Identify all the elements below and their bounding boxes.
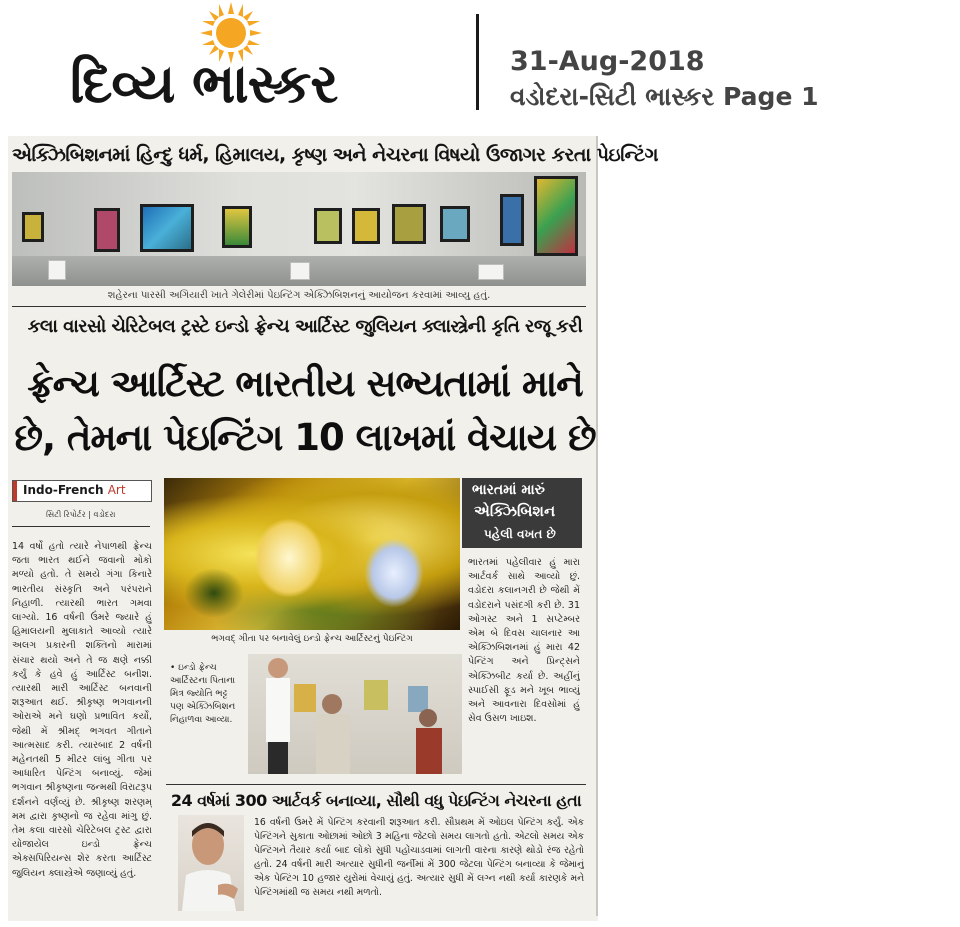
gallery-painting <box>500 194 524 246</box>
feature-body: 16 વર્ષની ઉંમરે મેં પેન્ટિંગ કરવાની શરૂઆત કરી. સૌપ્રથમ મેં ઓઇલ પેન્ટિંગ કર્યું. એક પેન્ટિંગને સુકાતા ઓછામાં ઓછો 3 મહિના જેટલો સમય લાગતો હતો. એટલો સમય એક પેન્ટિંગને તૈયાર કર્યા બાદ લોકો સુધી પહોંચાડવામાં લાગતી વારના કારણે થોડો રંજ રહેતો હતો. 24 વર્ષની મારી અત્યાર સુધીની જર્નીમાં મેં 300 જેટલા પેન્ટિંગ બનાવ્યા કે જેમાનું એક પેન્ટિંગ 10 હજાર યુરોમાં વેચાયું હતું. અત્યાર સુધી મેં લગ્ન નથી કર્યા કારણકે મને પેન્ટિંગમાંથી જ સમય નથી મળતો. <box>254 817 584 898</box>
article-title-line-2: છે, તેમના પેઇન્ટિંગ 10 લાખમાં વેચાય છે <box>14 416 596 459</box>
painting-caption: ભગવદ્ ગીતા પર બનાવેલું ઇન્ડો ફ્રેન્ચ આર્ટિસ્ટનું પેઇન્ટિંગ <box>211 634 413 644</box>
sidebar-body: ભારતમાં પહેલીવાર હું મારા આર્ટવર્ક સાથે આવ્યો છું. વડોદરા કલાનગરી છે જેથી મેં વડોદરાને પસંદગી કરી છે. 31 ઓગસ્ટ અને 1 સપ્ટેમ્બર એમ બે દિવસ ચાલનાર આ એક્ઝિબિશનમાં હું મારા 42 પેન્ટિંગ અને પ્રિન્ટ્સને એક્ઝિબીટ કર્યા છે. અહીંનું સ્પાઈસી ફૂડ મને ખૂબ ભાવ્યું અને આવનારા દિવસોમાં હું સેવ ઉસળ ખાઇશ. <box>468 557 580 725</box>
artist-portrait <box>178 815 244 911</box>
edition-date: 31-Aug-2018 <box>510 46 705 77</box>
newspaper-logo: દિવ્ય ભાસ્કર <box>70 52 338 115</box>
masthead <box>0 0 960 130</box>
gallery-plinth <box>48 260 66 280</box>
sidebar-title-3: પહેલી વખત છે <box>484 527 556 541</box>
body-left-column: 14 વર્ષો હતો ત્યારે નેપાળથી ફ્રેન્ચ જતા ભારત થઈને જવાનો મોકો મળ્યો હતો. તે સમયે ગંગા કિનારે ભારતીય સંસ્કૃતિ અને પરંપરાને નિહાળી. ત્યારથી ભારત ગમવા લાગ્યો. 16 વર્ષની ઉંમરે જ્યારે હું હિમાલયની મુલાકાતે આવ્યો ત્યારે અલગ પ્રકારની શક્તિનો મારામાં સંચાર થયો અને તે જ ક્ષણે નક્કી કર્યું કે હવે હું આર્ટિસ્ટ બનીશ. ત્યારથી મારી આર્ટિસ્ટ બનવાની શરૂઆત થઈ. શ્રીકૃષ્ણ ભગવાનની ઓરાએ મને ઘણો પ્રભાવિત કર્યો, જેથી મેં શ્રીમદ્ ભગવત ગીતાને આત્મસાદ કરી. ત્યારબાદ 2 વર્ષની મહેનતથી 5 મીટર લાંબુ ગીતા પર આધારિત પેન્ટિંગ બનાવ્યું. જેમાં ભગવાન શ્રીકૃષ્ણના જન્મથી વિરાટરૂપ દર્શનને વર્ણવ્યું છે. શ્રીકૃષ્ણ શરણમ્ મમ દ્વારા કૃષ્ણનો જ રહેવા માંગુ છું. તેમ કલા વારસો ચેરિટેબલ ટ્રસ્ટ દ્વારા યોજાયેલ ઇન્ડો ફ્રેન્ચ એક્સપિરિયન્સ શેર કરતા આર્ટિસ્ટ જુલિયન ક્લાસ્ત્રેએ જણાવ્યું હતું. <box>12 541 152 879</box>
top-headline: એક્ઝિબિશનમાં હિન્દુ ધર્મ, હિમાલય, કૃષ્ણ અને નેચરના વિષયો ઉજાગર કરતા પેઇન્ટિંગ <box>12 144 659 166</box>
gallery-painting <box>140 204 194 252</box>
visitors-illustration <box>248 654 462 774</box>
page-edge <box>596 136 598 916</box>
feature-rule <box>166 784 586 785</box>
section-tag <box>12 480 152 502</box>
visit-caption: • ઇન્ડો ફ્રેન્ચ આર્ટિસ્ટના પિતાના મિત્ર જ્યોતિ ભટ્ટ પણ એક્ઝિબિશન નિહાળવા આવ્યા. <box>170 663 236 725</box>
byline: સિટી રિપોર્ટર | વડોદરા <box>46 510 116 519</box>
section-tag-accent: Art <box>107 483 126 497</box>
gallery-photo <box>12 172 586 286</box>
gallery-plinth <box>290 262 310 280</box>
byline-rule <box>12 526 150 527</box>
gallery-painting <box>222 206 252 248</box>
bhagavad-gita-painting <box>164 478 460 630</box>
article-kicker: કલા વારસો ચેરિટેબલ ટ્રસ્ટે ઇન્ડો ફ્રેન્ચ આર્ટિસ્ટ જુલિયન ક્લાસ્ત્રેની કૃતિ રજૂ કરી <box>27 316 583 337</box>
sidebar-heading-box <box>462 478 582 548</box>
gallery-caption: શહેરના પારસી અગિયારી ખાતે ગેલેરીમાં પેઇન્ટિંગ એક્ઝિબિશનનું આયોજન કરવામાં આવ્યુ હતું. <box>107 290 491 301</box>
article-title <box>12 357 598 465</box>
gallery-painting <box>352 208 380 244</box>
artist-portrait-illustration <box>178 815 244 911</box>
sidebar-title-1: ભારતમાં મારું <box>472 482 545 498</box>
painting-figure <box>364 538 424 608</box>
masthead-divider <box>476 14 479 110</box>
visitors-photo <box>248 654 462 774</box>
gallery-painting <box>392 204 426 244</box>
gallery-painting <box>314 208 342 244</box>
gallery-painting <box>94 208 120 252</box>
painting-figure <box>254 518 324 598</box>
gallery-plinth <box>478 264 504 280</box>
gallery-painting <box>534 176 578 256</box>
edition-name: વડોદરા-સિટી ભાસ્કર Page 1 <box>510 82 819 111</box>
painting-figure <box>184 568 244 618</box>
section-tag-bar <box>13 481 17 501</box>
article-title-line-1: ફ્રેન્ચ આર્ટિસ્ટ ભારતીય સભ્યતામાં માને <box>27 362 583 405</box>
gallery-painting <box>22 212 44 242</box>
sidebar-title-2: એક્ઝિબિશન <box>474 502 556 520</box>
feature-title: 24 વર્ષમાં 300 આર્ટવર્ક બનાવ્યા, સૌથી વધુ પેઇન્ટિંગ નેચરના હતા <box>170 791 582 810</box>
section-tag-label: Indo-French Art <box>23 483 126 497</box>
divider-rule <box>12 306 586 307</box>
gallery-painting <box>440 206 470 242</box>
